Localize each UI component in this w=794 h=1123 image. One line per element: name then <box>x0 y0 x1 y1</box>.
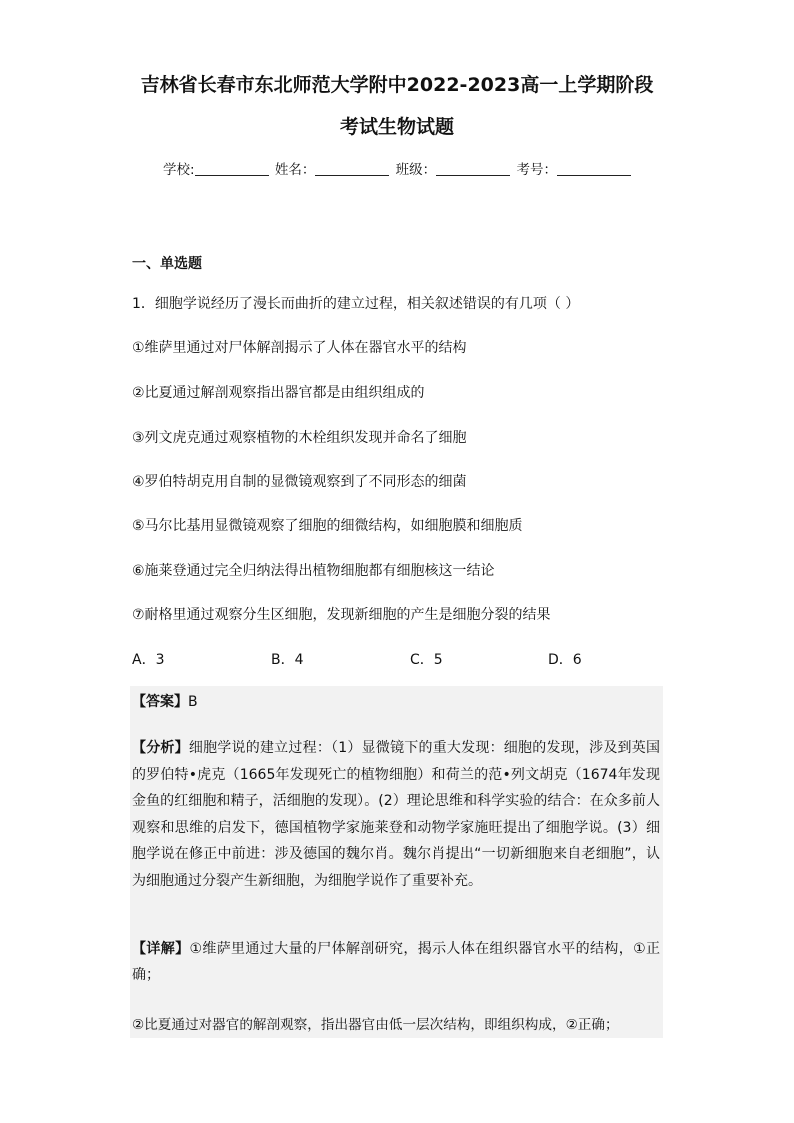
student-info-fields <box>0 158 794 178</box>
name-field[interactable]: 姓名： <box>275 158 390 178</box>
statement-item: ①维萨里通过对尸体解剖揭示了人体在器官水平的结构 <box>132 340 467 356</box>
detail-paragraph <box>132 936 660 988</box>
school-blank[interactable] <box>195 161 269 176</box>
name-blank[interactable] <box>315 161 389 176</box>
exam-title-line1: 吉林省长春市东北师范大学附中2022-2023高一上学期阶段 <box>140 74 654 96</box>
statement-item: ⑦耐格里通过观察分生区细胞，发现新细胞的产生是细胞分裂的结果 <box>132 607 551 623</box>
option-b[interactable]: B．4 <box>271 652 304 668</box>
statement-item: ⑥施莱登通过完全归纳法得出植物细胞都有细胞核这一结论 <box>132 563 495 579</box>
class-field[interactable]: 班级： <box>396 158 511 178</box>
statement-item: ⑤马尔比基用显微镜观察了细胞的细微结构，如细胞膜和细胞质 <box>132 518 523 534</box>
detail-line2: ②比夏通过对器官的解剖观察，指出器官由低一层次结构，即组织构成，②正确； <box>132 1017 619 1033</box>
option-a[interactable]: A．3 <box>132 652 165 668</box>
statement-item: ②比夏通过解剖观察指出器官都是由组织组成的 <box>132 385 425 401</box>
question-stem: 1．细胞学说经历了漫长而曲折的建立过程，相关叙述错误的有几项（ ） <box>132 296 580 312</box>
answer-line <box>132 689 660 715</box>
analysis-text: 细胞学说的建立过程：（1）显微镜下的重大发现：细胞的发现，涉及到英国的罗伯特•虎克（1665年发现死亡的植物细胞）和荷兰的范•列文胡克（1674年发现金鱼的红细胞和精子，活细胞的发现）。(2）理论思维和科学实验的结合：在众多前人观察和思维的启发下，德国植物学家施莱登和动物学家施旺提出了细胞学说。(3）细胞学说在修正中前进：涉及德国的魏尔肖。魏尔肖提出“一切新细胞来自老细胞”，认为细胞通过分裂产生新细胞，为细胞学说作了重要补充。 <box>132 740 660 889</box>
option-d[interactable]: D．6 <box>548 652 582 668</box>
answer-value: B <box>188 694 198 710</box>
class-blank[interactable] <box>436 161 510 176</box>
detail-line1: ①维萨里通过大量的尸体解剖研究，揭示人体在组织器官水平的结构，①正确； <box>132 941 660 983</box>
statement-item: ④罗伯特胡克用自制的显微镜观察到了不同形态的细菌 <box>132 474 467 490</box>
analysis-paragraph <box>132 735 660 894</box>
analysis-label: 【分析】 <box>132 740 189 756</box>
section-heading: 一、单选题 <box>132 256 202 272</box>
detail-label: 【详解】 <box>132 941 190 957</box>
option-c[interactable]: C．5 <box>410 652 443 668</box>
exam-number-blank[interactable] <box>557 161 631 176</box>
statement-item: ③列文虎克通过观察植物的木栓组织发现并命名了细胞 <box>132 430 467 446</box>
exam-number-field[interactable]: 考号： <box>516 158 631 178</box>
answer-label: 【答案】 <box>132 694 188 710</box>
school-field[interactable]: 学校: <box>163 158 269 178</box>
exam-title-line2: 考试生物试题 <box>339 116 454 138</box>
